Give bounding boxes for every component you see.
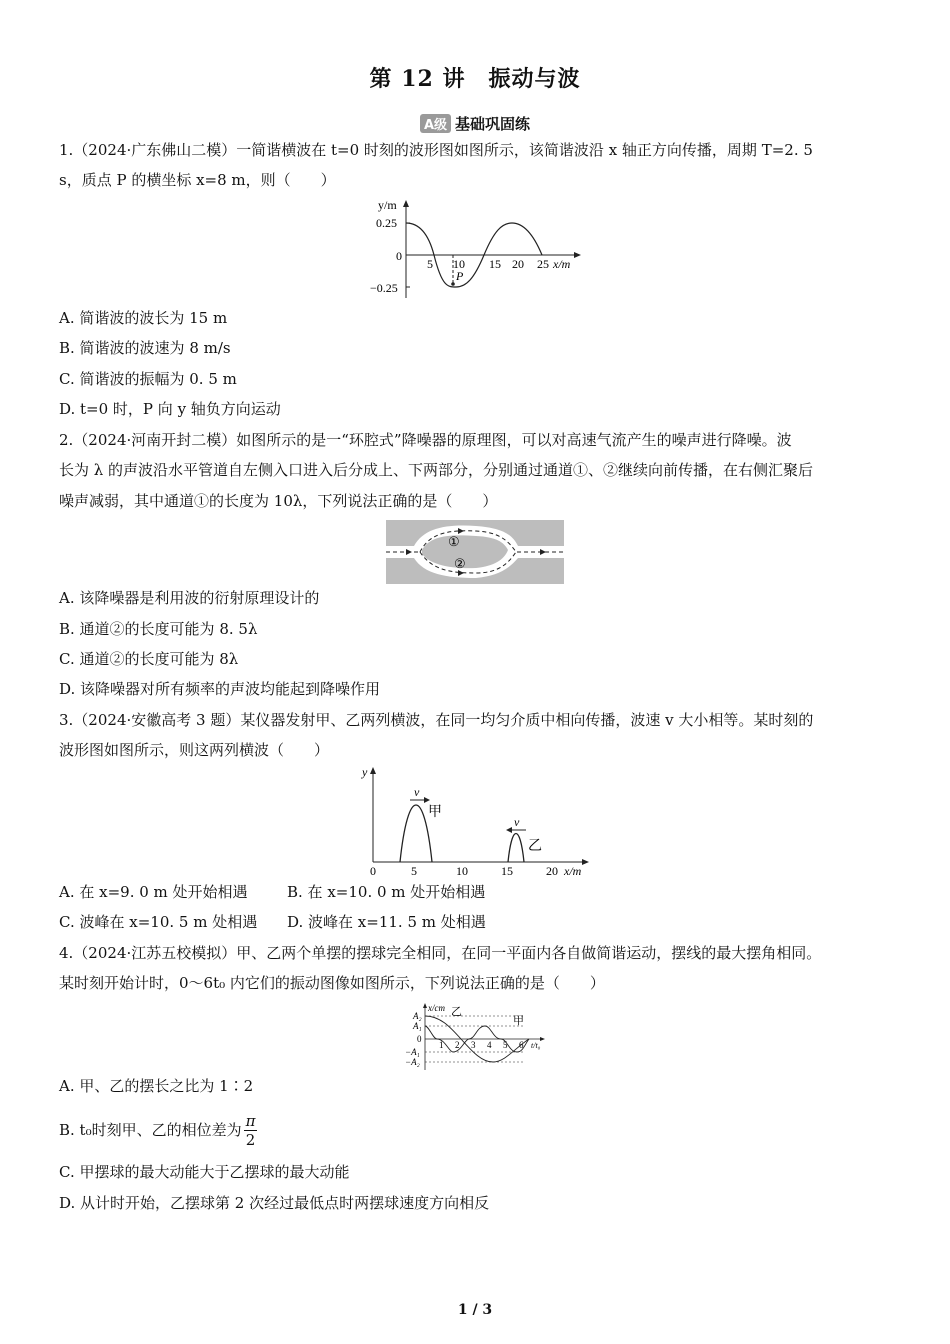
fraction-numerator: π	[245, 1111, 256, 1130]
q1-option-b: B. 简谐波的波速为 8 m/s	[59, 339, 231, 357]
q1-y-bottom-tick: −0.25	[370, 281, 398, 295]
q4-option-b	[59, 1108, 257, 1152]
q1-xtick-5: 5	[427, 257, 433, 271]
q3-y-axis-label: y	[362, 765, 368, 779]
q2-option-a: A. 该降噪器是利用波的衍射原理设计的	[59, 589, 320, 607]
q2-stem-line1: 2.（2024·河南开封二模）如图所示的是一“环腔式”降噪器的原理图，可以对高速气流产生的噪声进行降噪。波	[59, 431, 792, 449]
q2-option-d: D. 该降噪器对所有频率的声波均能起到降噪作用	[59, 680, 381, 698]
q3-xtick-10: 10	[456, 864, 468, 878]
q3-velocity-label-jia: v	[414, 785, 420, 799]
q4-neg-a2: −A₂	[405, 1057, 420, 1067]
q4-a1: A₁	[413, 1021, 422, 1031]
q2-channel-2: ②	[454, 556, 466, 571]
q1-y-top-tick: 0.25	[376, 216, 397, 230]
q4-option-d: D. 从计时开始，乙摆球第 2 次经过最低点时两摆球速度方向相反	[59, 1194, 490, 1212]
q4-a2: A₂	[413, 1011, 422, 1021]
q4-x-axis-label: t/t₀	[531, 1041, 541, 1050]
q1-stem-line2: s，质点 P 的横坐标 x=8 m，则（ ）	[59, 171, 336, 189]
q1-option-c: C. 简谐波的振幅为 0. 5 m	[59, 370, 237, 388]
q3-option-d: D. 波峰在 x=11. 5 m 处相遇	[287, 913, 486, 931]
q1-stem-line1: 1.（2024·广东佛山二模）一简谐横波在 t=0 时刻的波形图如图所示，该简谐波沿 x 轴正方向传播，周期 T=2. 5	[59, 141, 813, 159]
q3-option-a: A. 在 x=9. 0 m 处开始相遇	[59, 883, 248, 901]
q1-option-a: A. 简谐波的波长为 15 m	[59, 309, 228, 327]
q3-stem-line2: 波形图如图所示，则这两列横波（ ）	[59, 741, 330, 759]
q4-option-b-fraction	[244, 1112, 258, 1149]
q1-y-axis-label: y/m	[378, 198, 397, 212]
section-heading	[0, 113, 950, 134]
q3-wave-yi: 乙	[528, 839, 542, 854]
q3-stem-line1: 3.（2024·安徽高考 3 题）某仪器发射甲、乙两列横波，在同一均匀介质中相向传播，波速 v 大小相等。某时刻的	[59, 711, 814, 729]
q2-stem-line3: 噪声减弱，其中通道①的长度为 10λ，下列说法正确的是（ ）	[59, 492, 498, 510]
q3-x-axis-label: x/m	[564, 864, 582, 878]
fraction-denominator: 2	[245, 1130, 256, 1149]
q3-velocity-label-yi: v	[514, 815, 520, 829]
q4-origin: 0	[417, 1034, 422, 1044]
q3-option-c: C. 波峰在 x=10. 5 m 处相遇	[59, 913, 258, 931]
q4-xtick-5: 5	[503, 1040, 508, 1050]
section-label: 基础巩固练	[455, 115, 531, 133]
level-badge: A级	[420, 114, 451, 133]
q1-wave-figure	[370, 196, 585, 300]
q4-stem-line2: 某时刻开始计时，0～6t₀ 内它们的振动图像如图所示，下列说法正确的是（ ）	[59, 974, 605, 992]
q1-xtick-10: 10	[453, 257, 465, 271]
q4-stem-line1: 4.（2024·江苏五校模拟）甲、乙两个单摆的摆球完全相同，在同一平面内各自做简谐运动，摆线的最大摆角相同。	[59, 944, 822, 962]
q3-origin: 0	[370, 864, 376, 878]
q3-xtick-5: 5	[411, 864, 417, 878]
q2-option-c: C. 通道②的长度可能为 8λ	[59, 650, 239, 668]
q1-xtick-15: 15	[489, 257, 501, 271]
q3-xtick-20: 20	[546, 864, 558, 878]
q4-xtick-1: 1	[439, 1040, 444, 1050]
q4-y-axis-label: x/cm	[428, 1003, 445, 1013]
q3-xtick-15: 15	[501, 864, 513, 878]
q1-origin: 0	[396, 249, 402, 263]
q4-curve-yi: 乙	[451, 1006, 462, 1018]
q4-xtick-4: 4	[487, 1040, 492, 1050]
page-number: 1 / 3	[457, 1302, 493, 1318]
q4-xtick-3: 3	[471, 1040, 476, 1050]
q1-xtick-25: 25	[537, 257, 549, 271]
q3-wave-figure	[360, 764, 590, 878]
page-title: 第 12 讲 振动与波	[369, 66, 581, 92]
q4-curve-jia: 甲	[513, 1015, 524, 1027]
q1-point-p: P	[456, 269, 464, 283]
q1-x-axis-label: x/m	[553, 257, 571, 271]
q2-stem-line2: 长为 λ 的声波沿水平管道自左侧入口进入后分成上、下两部分，分别通过通道①、②继续向前传播，在右侧汇聚后	[59, 461, 814, 479]
q1-xtick-20: 20	[512, 257, 524, 271]
q2-noise-reducer-figure	[386, 520, 564, 584]
q3-option-b: B. 在 x=10. 0 m 处开始相遇	[287, 883, 486, 901]
q3-wave-jia: 甲	[428, 805, 442, 820]
q4-option-a: A. 甲、乙的摆长之比为 1∶2	[59, 1077, 254, 1095]
q2-channel-1: ①	[448, 534, 460, 549]
q4-xtick-6: 6	[519, 1040, 524, 1050]
q4-oscillation-figure	[405, 1002, 551, 1072]
q4-xtick-2: 2	[455, 1040, 460, 1050]
q4-neg-a1: −A₁	[405, 1047, 420, 1057]
q4-option-c: C. 甲摆球的最大动能大于乙摆球的最大动能	[59, 1163, 350, 1181]
q4-option-b-text: B. t₀时刻甲、乙的相位差为	[59, 1121, 242, 1139]
q1-option-d: D. t=0 时，P 向 y 轴负方向运动	[59, 400, 281, 418]
q2-option-b: B. 通道②的长度可能为 8. 5λ	[59, 620, 258, 638]
